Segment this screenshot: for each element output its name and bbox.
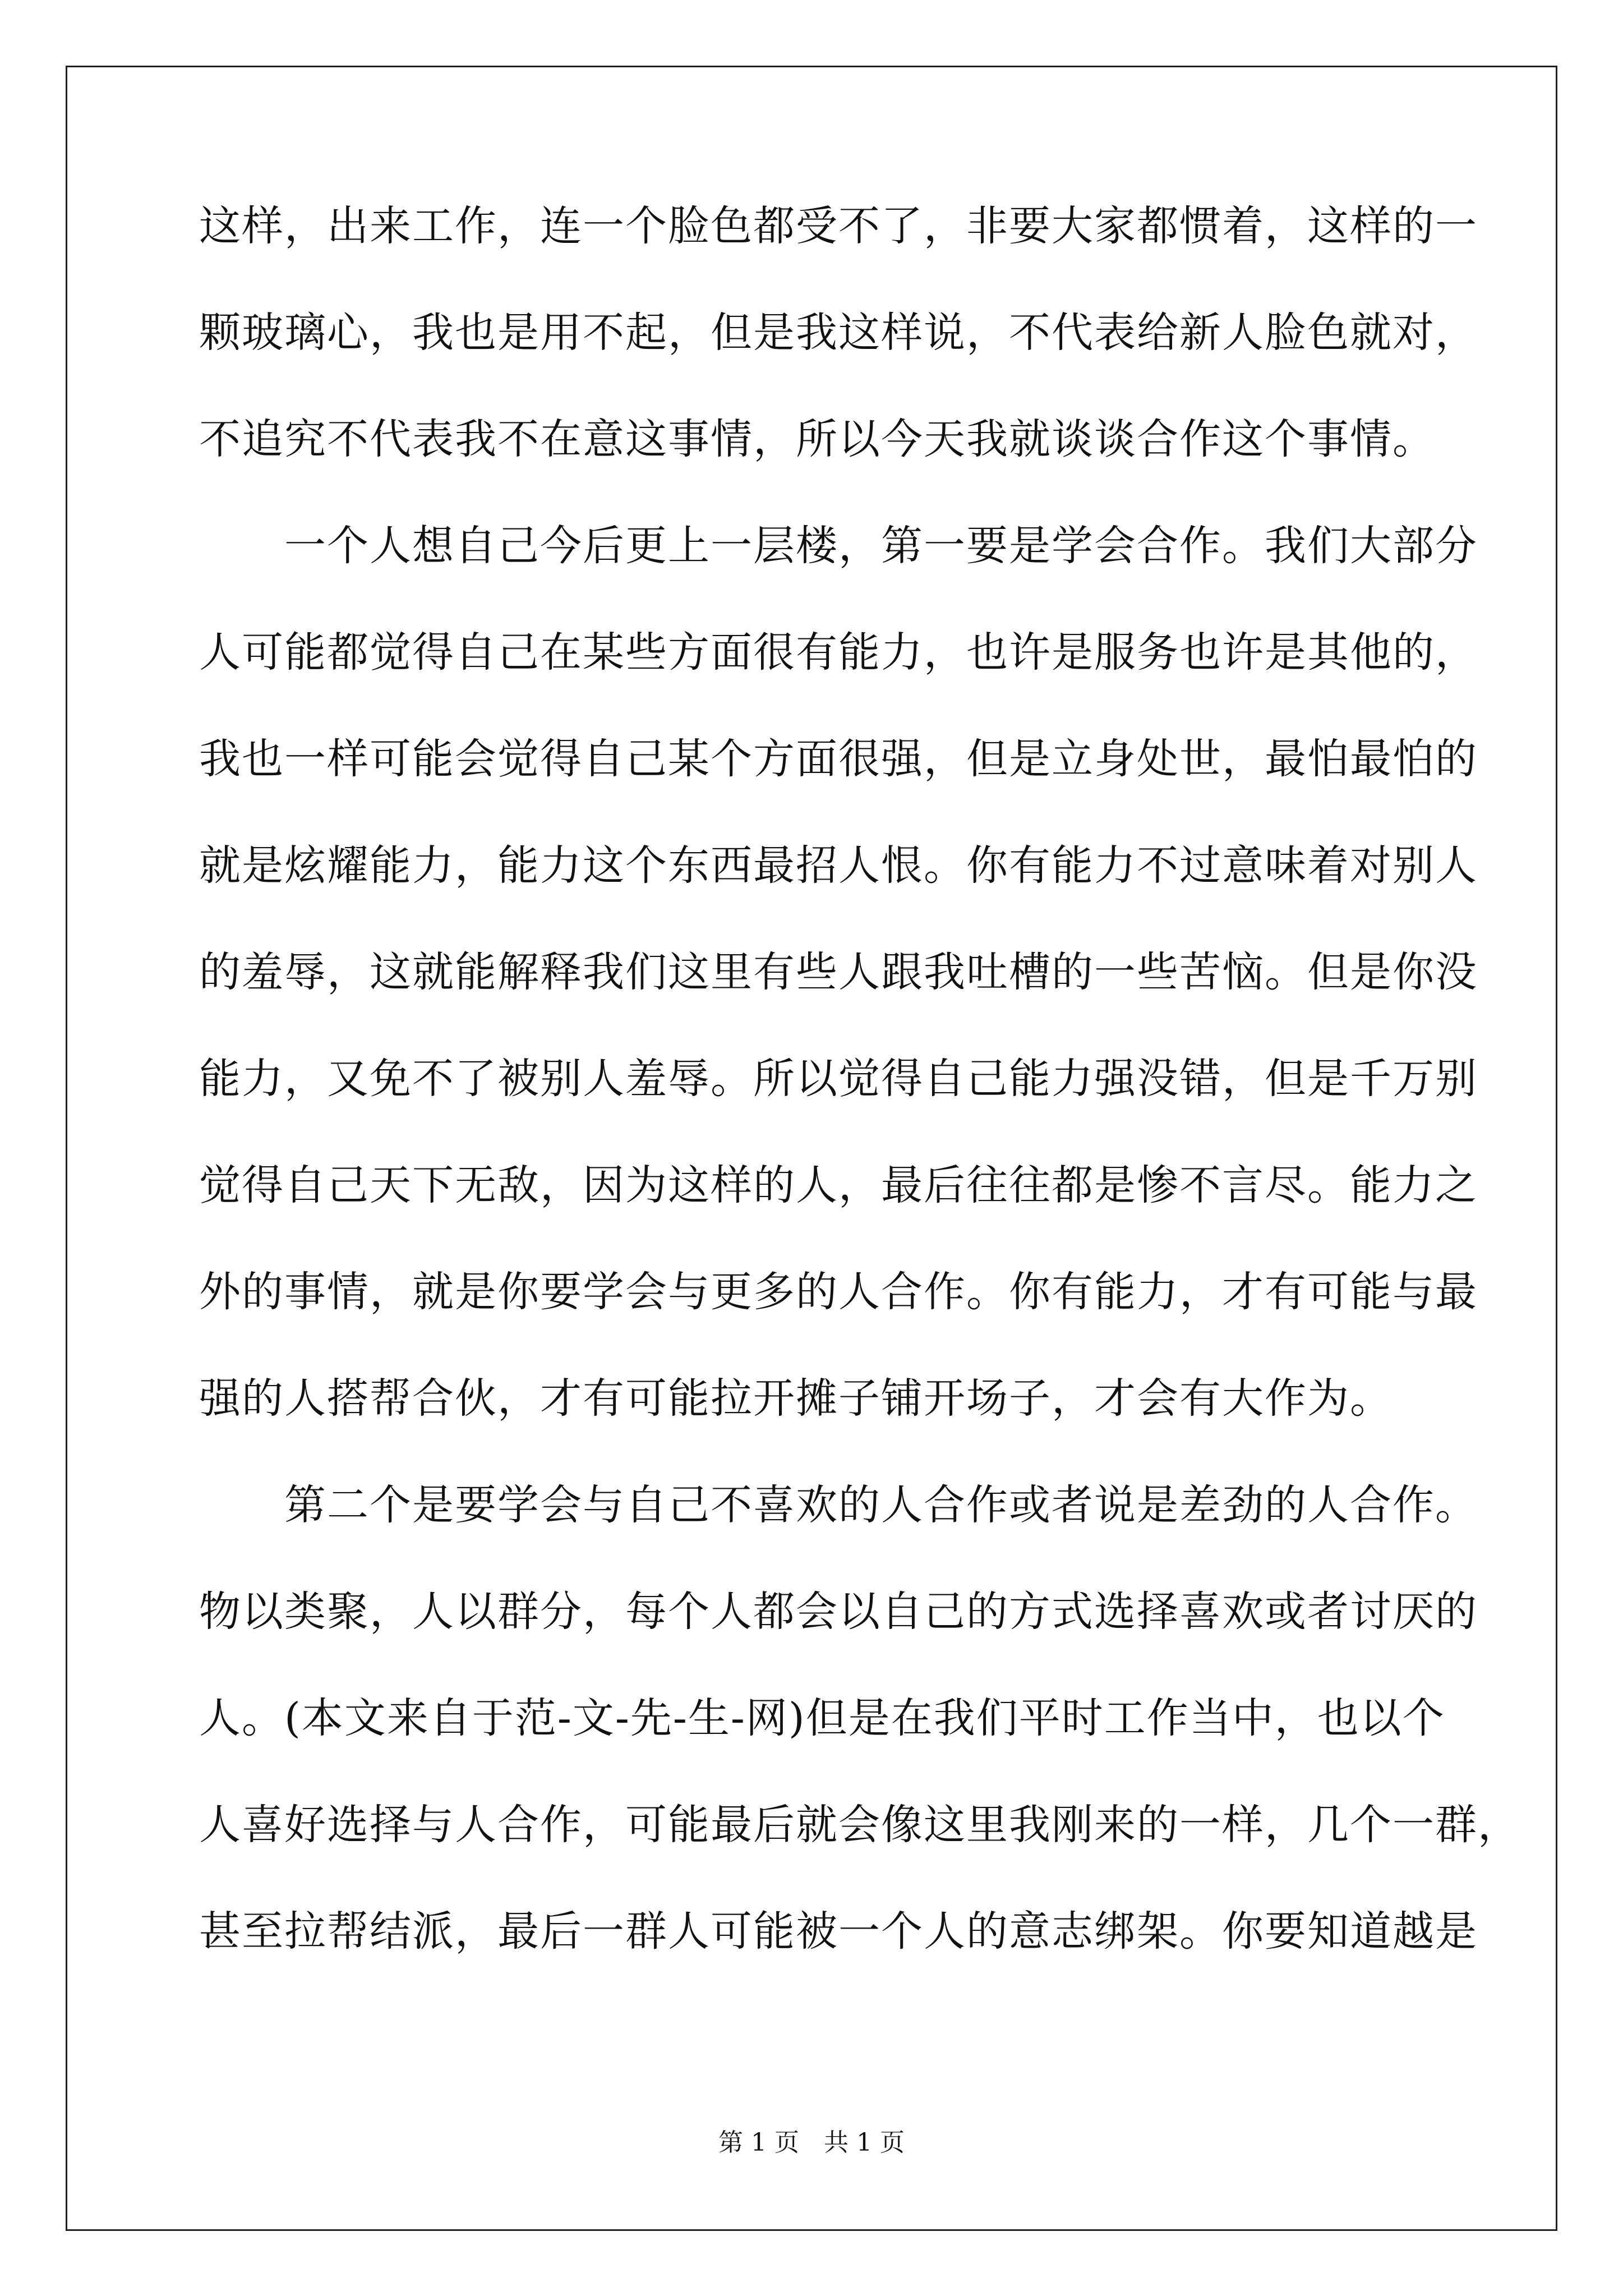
body-line: 人喜好选择与人合作，可能最后就会像这里我刚来的一样，几个一群， [199,1801,1520,1849]
body-line: 觉得自己天下无敌，因为这样的人，最后往往都是惨不言尽。能力之 [199,1161,1478,1209]
body-line: 人可能都觉得自己在某些方面很有能力，也许是服务也许是其他的， [199,628,1478,677]
body-line: 我也一样可能会觉得自己某个方面很强，但是立身处世，最怕最怕的 [199,735,1478,783]
body-line: 外的事情，就是你要学会与更多的人合作。你有能力，才有可能与最 [199,1268,1478,1316]
body-line: 一个人想自己今后更上一层楼，第一要是学会合作。我们大部分 [199,522,1478,570]
body-line: 不追究不代表我不在意这事情，所以今天我就谈谈合作这个事情。 [199,415,1435,463]
body-line: 甚至拉帮结派，最后一群人可能被一个人的意志绑架。你要知道越是 [199,1907,1478,1955]
body-line: 就是炫耀能力，能力这个东西最招人恨。你有能力不过意味着对别人 [199,841,1478,890]
body-line: 颗玻璃心，我也是用不起，但是我这样说，不代表给新人脸色就对， [199,309,1478,357]
body-line: 物以类聚，人以群分，每个人都会以自己的方式选择喜欢或者讨厌的 [199,1588,1478,1636]
body-line: 第二个是要学会与自己不喜欢的人合作或者说是差劲的人合作。 [199,1481,1478,1529]
body-line: 人。(本文来自于范-文-先-生-网)但是在我们平时工作当中，也以个 [199,1694,1445,1742]
body-line: 这样，出来工作，连一个脸色都受不了，非要大家都惯着，这样的一 [199,202,1478,250]
body-line: 强的人搭帮合伙，才有可能拉开摊子铺开场子，才会有大作为。 [199,1374,1393,1423]
body-line: 能力，又免不了被别人羞辱。所以觉得自己能力强没错，但是千万别 [199,1055,1478,1103]
page-number: 第 1 页 共 1 页 [718,2128,905,2157]
body-line: 的羞辱，这就能解释我们这里有些人跟我吐槽的一些苦恼。但是你没 [199,948,1478,996]
